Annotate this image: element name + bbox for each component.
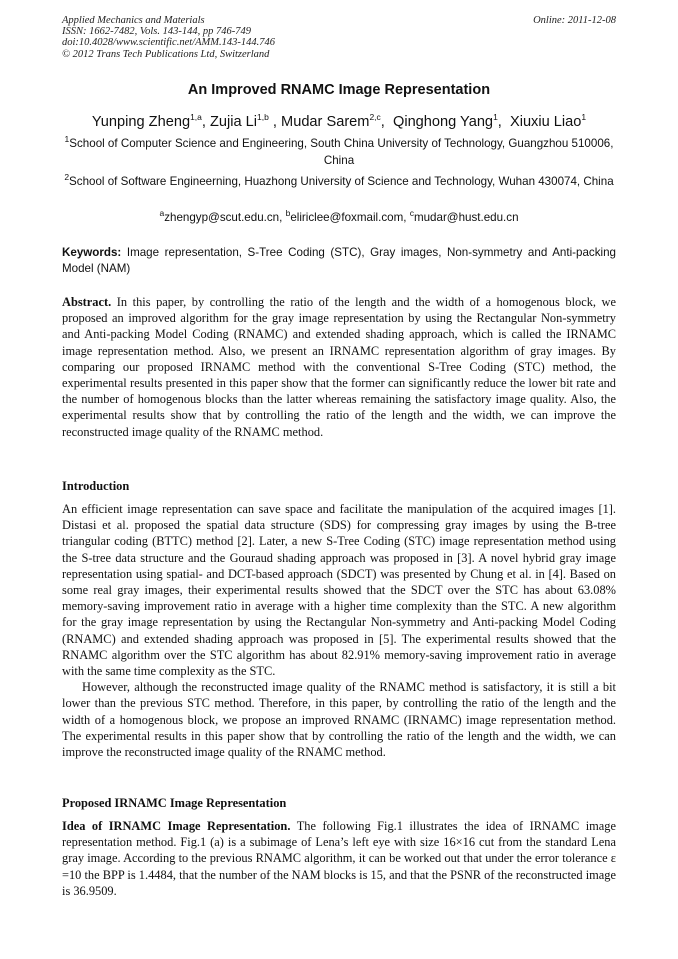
author-sup: 1,a (190, 112, 202, 123)
author-name: Qinghong Yang (392, 114, 494, 130)
abstract (62, 294, 616, 440)
journal-header (62, 15, 616, 60)
subsection-label-idea: Idea of IRNAMC Image Representation. (62, 819, 291, 833)
email-link[interactable]: zhengyp@scut.edu.cn (164, 211, 280, 224)
author-name: Xiuxiu Liao (509, 114, 582, 130)
author-list: Yunping Zheng$^{1,a}$, Zujia Li$^{1,b}$ , Mudar Sarem$^{2,c}$, Qinghong Yang$^1$, Xiuxiu Liao$^1$ (91, 112, 587, 130)
email-link[interactable]: mudar@hust.edu.cn (413, 211, 519, 224)
section-heading-proposed: Proposed IRNAMC Image Representation (62, 796, 287, 810)
idea-text: The following Fig.1 illustrates the idea of IRNAMC image representation method. Fig.1 (a) is a subimage of Lena’s left eye with size 16×16 cut from the standard Lena gray image. According to the previous RNAMC algorithm, it can be worked out that under the error tolerance ε =10 the BPP is 1.4484, that the number of the NAM blocks is 15, and that the PSNR of the reconstructed image is 36.9509. (62, 819, 616, 898)
journal-issn: ISSN: 1662-7482, Vols. 143-144, pp 746-749 (62, 26, 251, 38)
online-date: Online: 2011-12-08 (533, 15, 616, 26)
affiliation-text: School of Computer Science and Engineering, South China University of Technology, Guangzhou 510006, China (69, 137, 614, 167)
author-name: Yunping Zheng (91, 114, 191, 130)
email-sup: b (285, 208, 291, 219)
affiliation-sup: 2 (64, 172, 70, 183)
email-sup: a (159, 208, 165, 219)
section-heading-introduction: Introduction (62, 479, 130, 493)
author-sup: 1 (581, 112, 587, 123)
paper-title: An Improved RNAMC Image Representation (187, 82, 491, 98)
email-sup: c (409, 208, 414, 219)
author-emails: $^a$zhengyp@scut.edu.cn, $^b$eliriclee@foxmail.com, $^c$mudar@hust.edu.cn (159, 208, 519, 224)
affiliation-text: School of Software Engineerning, Huazhong University of Science and Technology, Wuhan 430074, China (69, 175, 614, 188)
author-name: Zujia Li (210, 114, 258, 130)
journal-name: Applied Mechanics and Materials (62, 15, 205, 26)
intro-paragraph-2: However, although the reconstructed image quality of the RNAMC method is satisfactory, it is still a bit lower than the previous STC method. Therefore, in this paper, by controlling the ratio of the length and the width of a homogenous block, we propose an improved RNAMC (IRNAMC) image representation method. The experimental results in this paper show that by controlling the ratio of the length and the width, we can improve the reconstructed image quality of the RNAMC method. (62, 680, 616, 760)
keywords-label: Keywords: (62, 246, 122, 259)
affiliation-sup: 1 (64, 134, 70, 145)
author-sup: 1 (493, 112, 498, 123)
intro-paragraph-1: An efficient image representation can save space and facilitate the manipulation of the acquired images [1]. Distasi et al. proposed the spatial data structure (SDS) for compressing gray images by using the B-tree triangular coding (BTTC) method [2]. Later, a new S-Tree Coding (STC) image representation method using the S-tree data structure and the Gouraud shading approach was proposed in [3]. A novel hybrid gray image representation using spatial- and DCT-based approach (SDCT) was presented by Chung et al. in [4]. Based on some real gray images, their experimental results showed that the SDCT over the STC has about 63.08% memory-saving improvement ratio in average with a higher time complexity than the STC. A new algorithm for the gray image representation by using the Rectangular Non-symmetry and Anti-packing Model Coding (RNAMC) and extended shading approach was proposed in [5]. The experimental results showed that the RNAMC algorithm over the STC algorithm has about 82.91% memory-saving improvement ratio in average with the same time complexity as the STC. (62, 502, 616, 679)
journal-doi: doi:10.4028/www.scientific.net/AMM.143-144.746 (62, 37, 275, 49)
abstract-text: In this paper, by controlling the ratio of the length and the width of a homogenous block, we proposed an improved algorithm for the gray image representation by using the Rectangular Non-symmetry and Anti-packing Model Coding (RNAMC) and extended shading approach, which is called the IRNAMC image representation method. Also, we present an IRNAMC representation algorithm of gray images. By comparing our proposed IRNAMC method with the conventional S-Tree Coding (STC) method, the experimental results presented in this paper show that the former can significantly reduce the lower bit rate and the number of homogenous blocks than the latter whereas remaining the satisfactory image quality. Also, the experimental results show that by controlling the ratio of the length and the width, we can improve the reconstructed image quality of the RNAMC method. (62, 295, 616, 439)
journal-copyright: © 2012 Trans Tech Publications Ltd, Switzerland (62, 48, 270, 60)
proposed-body (62, 818, 616, 899)
introduction-body (62, 501, 616, 760)
keywords-text: Image representation, S-Tree Coding (STC), Gray images, Non-symmetry and Anti-packing Model (NAM) (62, 246, 616, 275)
abstract-label: Abstract. (62, 295, 112, 309)
affiliation-1 (62, 136, 616, 169)
author-sup: 1,b (257, 112, 269, 123)
author-name: Mudar Sarem (281, 114, 370, 130)
author-sup: 2,c (369, 112, 381, 123)
affiliation-2 (62, 174, 616, 191)
keywords (62, 245, 616, 277)
email-link[interactable]: eliriclee@foxmail.com (290, 211, 404, 224)
